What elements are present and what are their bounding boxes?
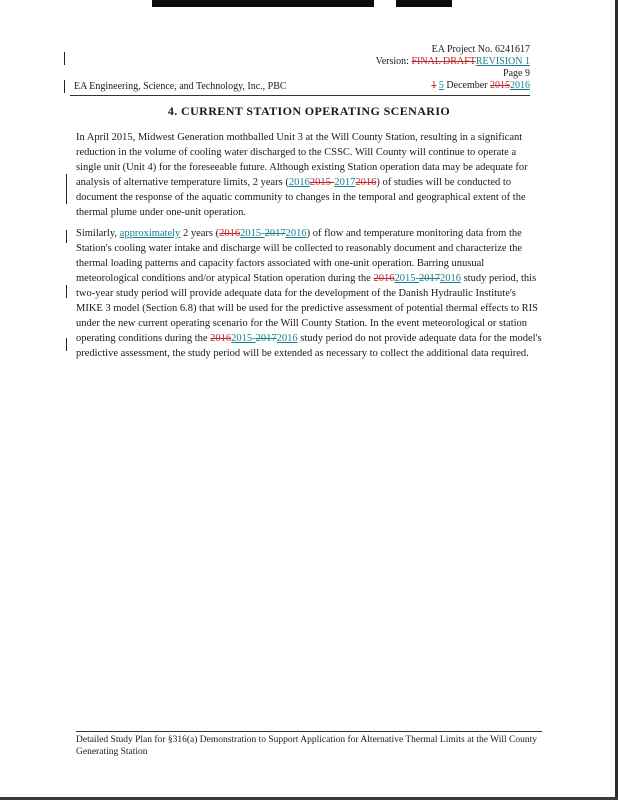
deleted-text: 2016 [373, 273, 395, 284]
page-number: Page 9 [503, 68, 530, 79]
company-name: EA Engineering, Science, and Technology, Inc., PBC [74, 81, 287, 92]
date-deleted-day: 1 [431, 80, 437, 91]
date-inserted-year: 2016 [510, 80, 530, 91]
inserted-text: 2015- [240, 228, 265, 239]
inserted-text: 2015- [231, 333, 256, 344]
inserted-text: 2016 [285, 228, 307, 239]
deleted-text: 2017 [255, 333, 277, 344]
revision-date [431, 80, 530, 92]
paragraph-text: In April 2015, Midwest Generation mothballed Unit 3 at the Will County Station, resulting in a significant reduction in the volume of cooling water discharged to the CSSC. Will County will continue to operate a single unit (Unit 4) for the foreseeable future. Although existing Station operation data may be adequate for analysis of alternative temperature limits, 2 years ( [76, 132, 528, 188]
change-bar [66, 338, 67, 351]
change-bar [66, 230, 67, 243]
deleted-text: 2017 [264, 228, 286, 239]
deleted-text: 2016 [219, 228, 241, 239]
date-month: December [446, 80, 488, 91]
paragraph-text: study period do not provide adequate data for the model's predictive assessment, the study period will be extended as necessary to collect the additional data required. [76, 333, 542, 359]
version-line [376, 56, 530, 68]
version-inserted-text: REVISION 1 [475, 56, 530, 67]
header-divider [70, 95, 530, 96]
change-bar [64, 52, 65, 65]
paragraph-text: ) of flow and temperature monitoring data from the Station's cooling water intake and discharge will be collected to reasonably document and characterize the thermal loading patterns and capacity factors associated with one-unit operation. Barring unusual meteorological conditions and/or atypical Station operation during the [76, 228, 523, 284]
paragraph-text: Similarly, [76, 228, 120, 239]
date-inserted-day: 5 [438, 80, 444, 91]
body-paragraph-2 [76, 226, 542, 361]
paragraph-text: 2 years ( [180, 228, 220, 239]
inserted-text: 2016 [288, 177, 310, 188]
version-deleted-text: FINAL DRAFT [411, 56, 476, 67]
deleted-text: 2015- [309, 177, 335, 188]
change-bar [66, 285, 67, 298]
inserted-text: approximately [119, 228, 181, 239]
change-bar [66, 174, 67, 204]
version-label: Version: [375, 56, 409, 67]
scan-edge-artifact [152, 0, 374, 7]
change-bar [64, 80, 65, 93]
section-title: 4. CURRENT STATION OPERATING SCENARIO [167, 104, 451, 118]
inserted-text: 2016 [276, 333, 298, 344]
deleted-text: 2016 [210, 333, 232, 344]
inserted-text: 2015- [394, 273, 419, 284]
footer-divider [76, 731, 542, 732]
deleted-text: 2016 [355, 177, 377, 188]
footer-text: Detailed Study Plan for §316(a) Demonstration to Support Application for Alternative Thermal Limits at the Will County Generating Station [76, 735, 537, 757]
body-paragraph-1 [76, 130, 542, 220]
date-deleted-year: 2015 [490, 80, 510, 91]
inserted-text: 2016 [439, 273, 461, 284]
project-number: EA Project No. 6241617 [431, 44, 530, 55]
paragraph-text: ) of studies will be conducted to document the response of the aquatic community to changes in the temporal and geographical extent of the thermal plume under one-unit operation. [76, 177, 526, 218]
inserted-text: 2017 [334, 177, 356, 188]
scan-edge-artifact [396, 0, 452, 7]
paragraph-text: study period, this two-year study period will provide adequate data for the development of the Danish Hydraulic Institute's MIKE 3 model (Section 6.8) that will be used for the predictive assessment of potential thermal effects to RIS under the new current operating scenario for the Will County Station. In the event meteorological or station operating conditions during the [76, 273, 538, 344]
deleted-text: 2017 [418, 273, 440, 284]
